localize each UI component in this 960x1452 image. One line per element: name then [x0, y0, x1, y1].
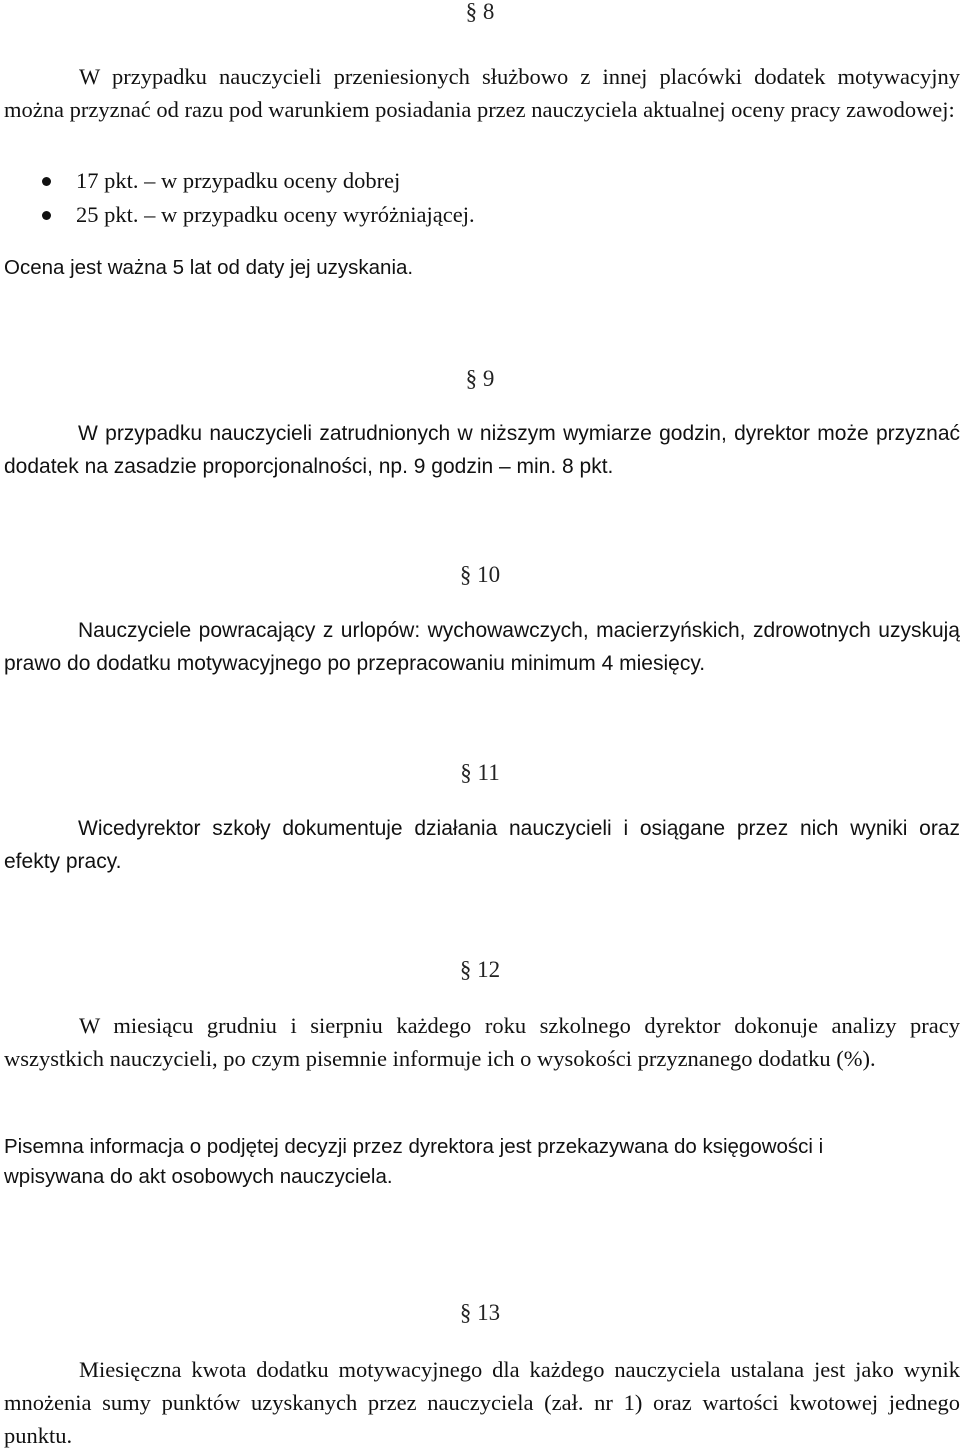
section-8-heading: § 8 — [465, 0, 495, 24]
section-11-paragraph: Wicedyrektor szkoły dokumentuje działania nauczycieli i osiągane przez nich wyniki oraz efekty pracy. — [4, 817, 960, 873]
bullet-icon — [42, 177, 51, 186]
section-12-paragraph-2: Pisemna informacja o podjętej decyzji przez dyrektora jest przekazywana do księgowości i wpisywana do akt osobowych nauczyciela. — [4, 1135, 824, 1188]
section-10-heading: § 10 — [459, 562, 501, 587]
section-10-paragraph: Nauczyciele powracający z urlopów: wychowawczych, macierzyńskich, zdrowotnych uzyskują prawo do dodatku motywacyjnego po przepracowaniu minimum 4 miesięcy. — [4, 619, 960, 675]
section-13-paragraph: Miesięczna kwota dodatku motywacyjnego dla każdego nauczyciela ustalana jest jako wynik mnożenia sumy punktów uzyskanych przez nauczyciela (zał. nr 1) oraz wartości kwotowej jednego punktu. — [4, 1357, 960, 1448]
list-item-text: 17 pkt. – w przypadku oceny dobrej — [76, 168, 401, 193]
section-8-note: Ocena jest ważna 5 lat od daty jej uzyskania. — [4, 256, 414, 279]
section-8-bullet-list — [4, 164, 960, 232]
bullet-icon — [42, 211, 51, 220]
section-9-heading: § 9 — [465, 366, 495, 391]
list-item-text: 25 pkt. – w przypadku oceny wyróżniającej. — [76, 202, 475, 227]
section-11-heading: § 11 — [460, 760, 500, 785]
section-9-paragraph: W przypadku nauczycieli zatrudnionych w niższym wymiarze godzin, dyrektor może przyznać dodatek na zasadzie proporcjonalności, np. 9 godzin – min. 8 pkt. — [4, 422, 960, 478]
section-8-paragraph: W przypadku nauczycieli przeniesionych służbowo z innej placówki dodatek motywacyjny można przyznać od razu pod warunkiem posiadania przez nauczyciela aktualnej oceny pracy zawodowej: — [4, 64, 960, 122]
list-item — [4, 198, 960, 232]
list-item — [4, 164, 960, 198]
section-13-heading: § 13 — [459, 1300, 501, 1325]
section-12-heading: § 12 — [459, 957, 501, 982]
section-12-paragraph: W miesiącu grudniu i sierpniu każdego roku szkolnego dyrektor dokonuje analizy pracy wszystkich nauczycieli, po czym pisemnie informuje ich o wysokości przyznanego dodatku (%). — [4, 1013, 960, 1071]
